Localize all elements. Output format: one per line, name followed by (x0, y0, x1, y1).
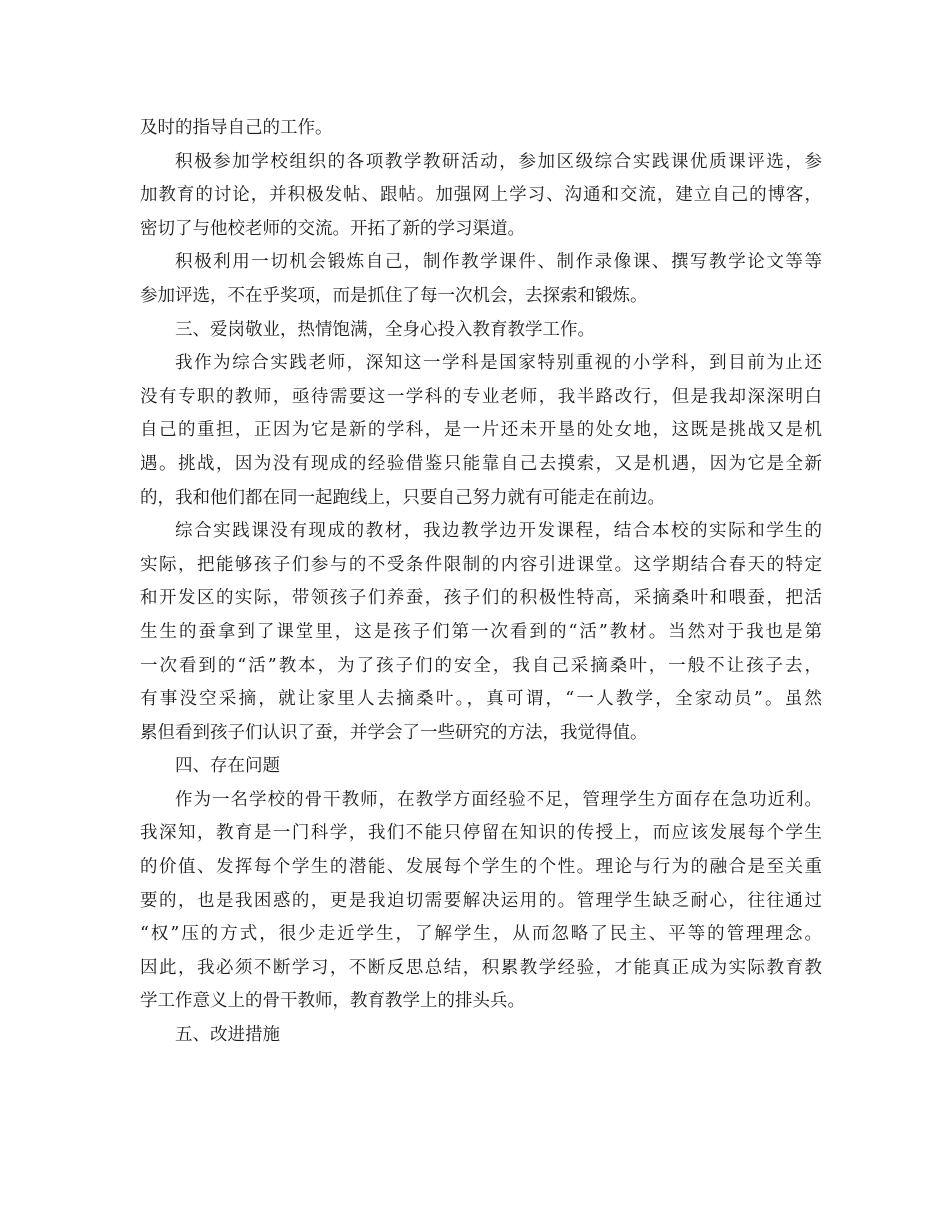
text-line: 一次看到的“活”教本，为了孩子们的安全，我自己采摘桑叶，一般不让孩子去， (140, 655, 822, 676)
text-line: 的价值、发挥每个学生的潜能、发展每个学生的个性。理论与行为的融合是至关重 (140, 857, 822, 878)
paragraph-start-line: 我作为综合实践老师，深知这一学科是国家特别重视的小学科，到目前为止还 (175, 353, 822, 374)
text-line: 遇。挑战，因为没有现成的经验借鉴只能靠自己去摸索，又是机遇，因为它是全新 (140, 453, 822, 474)
text-line: 学工作意义上的骨干教师，教育教学上的排头兵。 (140, 991, 525, 1012)
paragraph-start-line: 积极利用一切机会锻炼自己，制作教学课件、制作录像课、撰写教学论文等等 (175, 252, 822, 273)
paragraph-start-line: 四、存在问题 (175, 756, 280, 777)
text-line: 加教育的讨论，并积极发帖、跟帖。加强网上学习、沟通和交流，建立自己的博客， (140, 185, 822, 206)
text-line: 要的，也是我困惑的，更是我迫切需要解决运用的。管理学生缺乏耐心，往往通过 (140, 890, 822, 911)
paragraph-start-line: 五、改进措施 (175, 1025, 280, 1046)
document-body (140, 112, 822, 1053)
text-line: 及时的指导自己的工作。 (140, 118, 333, 138)
text-line: 密切了与他校老师的交流。开拓了新的学习渠道。 (140, 218, 525, 239)
text-line: 生生的蚕拿到了课堂里，这是孩子们第一次看到的“活”教材。当然对于我也是第 (140, 621, 822, 642)
text-line: 参加评选，不在乎奖项，而是抓住了每一次机会，去探索和锻炼。 (140, 285, 648, 306)
text-line: 累但看到孩子们认识了蚕，并学会了一些研究的方法，我觉得值。 (140, 722, 648, 743)
text-line: 没有专职的教师，亟待需要这一学科的专业老师，我半路改行，但是我却深深明白 (140, 386, 822, 407)
paragraph-start-line: 作为一名学校的骨干教师，在教学方面经验不足，管理学生方面存在急功近利。 (175, 789, 822, 810)
paragraph-start-line: 积极参加学校组织的各项教学教研活动，参加区级综合实践课优质课评选，参 (175, 151, 822, 172)
text-line: 和开发区的实际，带领孩子们养蚕，孩子们的积极性特高，采摘桑叶和喂蚕，把活 (140, 588, 822, 609)
text-line: 自己的重担，正因为它是新的学科，是一片还未开垦的处女地，这既是挑战又是机 (140, 420, 822, 441)
text-line: 我深知，教育是一门科学，我们不能只停留在知识的传授上，而应该发展每个学生 (140, 823, 822, 844)
text-line: 有事没空采摘，就让家里人去摘桑叶。，真可谓，“一人教学，全家动员”。虽然 (140, 689, 822, 710)
text-line: “权”压的方式，很少走近学生，了解学生，从而忽略了民主、平等的管理理念。 (140, 924, 822, 945)
text-line: 的，我和他们都在同一起跑线上，只要自己努力就有可能走在前边。 (140, 487, 665, 508)
text-line: 因此，我必须不断学习，不断反思总结，积累教学经验，才能真正成为实际教育教 (140, 957, 822, 978)
paragraph-start-line: 三、爱岗敬业，热情饱满，全身心投入教育教学工作。 (175, 319, 595, 340)
paragraph-start-line: 综合实践课没有现成的教材，我边教学边开发课程，结合本校的实际和学生的 (175, 521, 822, 542)
text-line: 实际，把能够孩子们参与的不受条件限制的内容引进课堂。这学期结合春天的特定 (140, 554, 822, 575)
